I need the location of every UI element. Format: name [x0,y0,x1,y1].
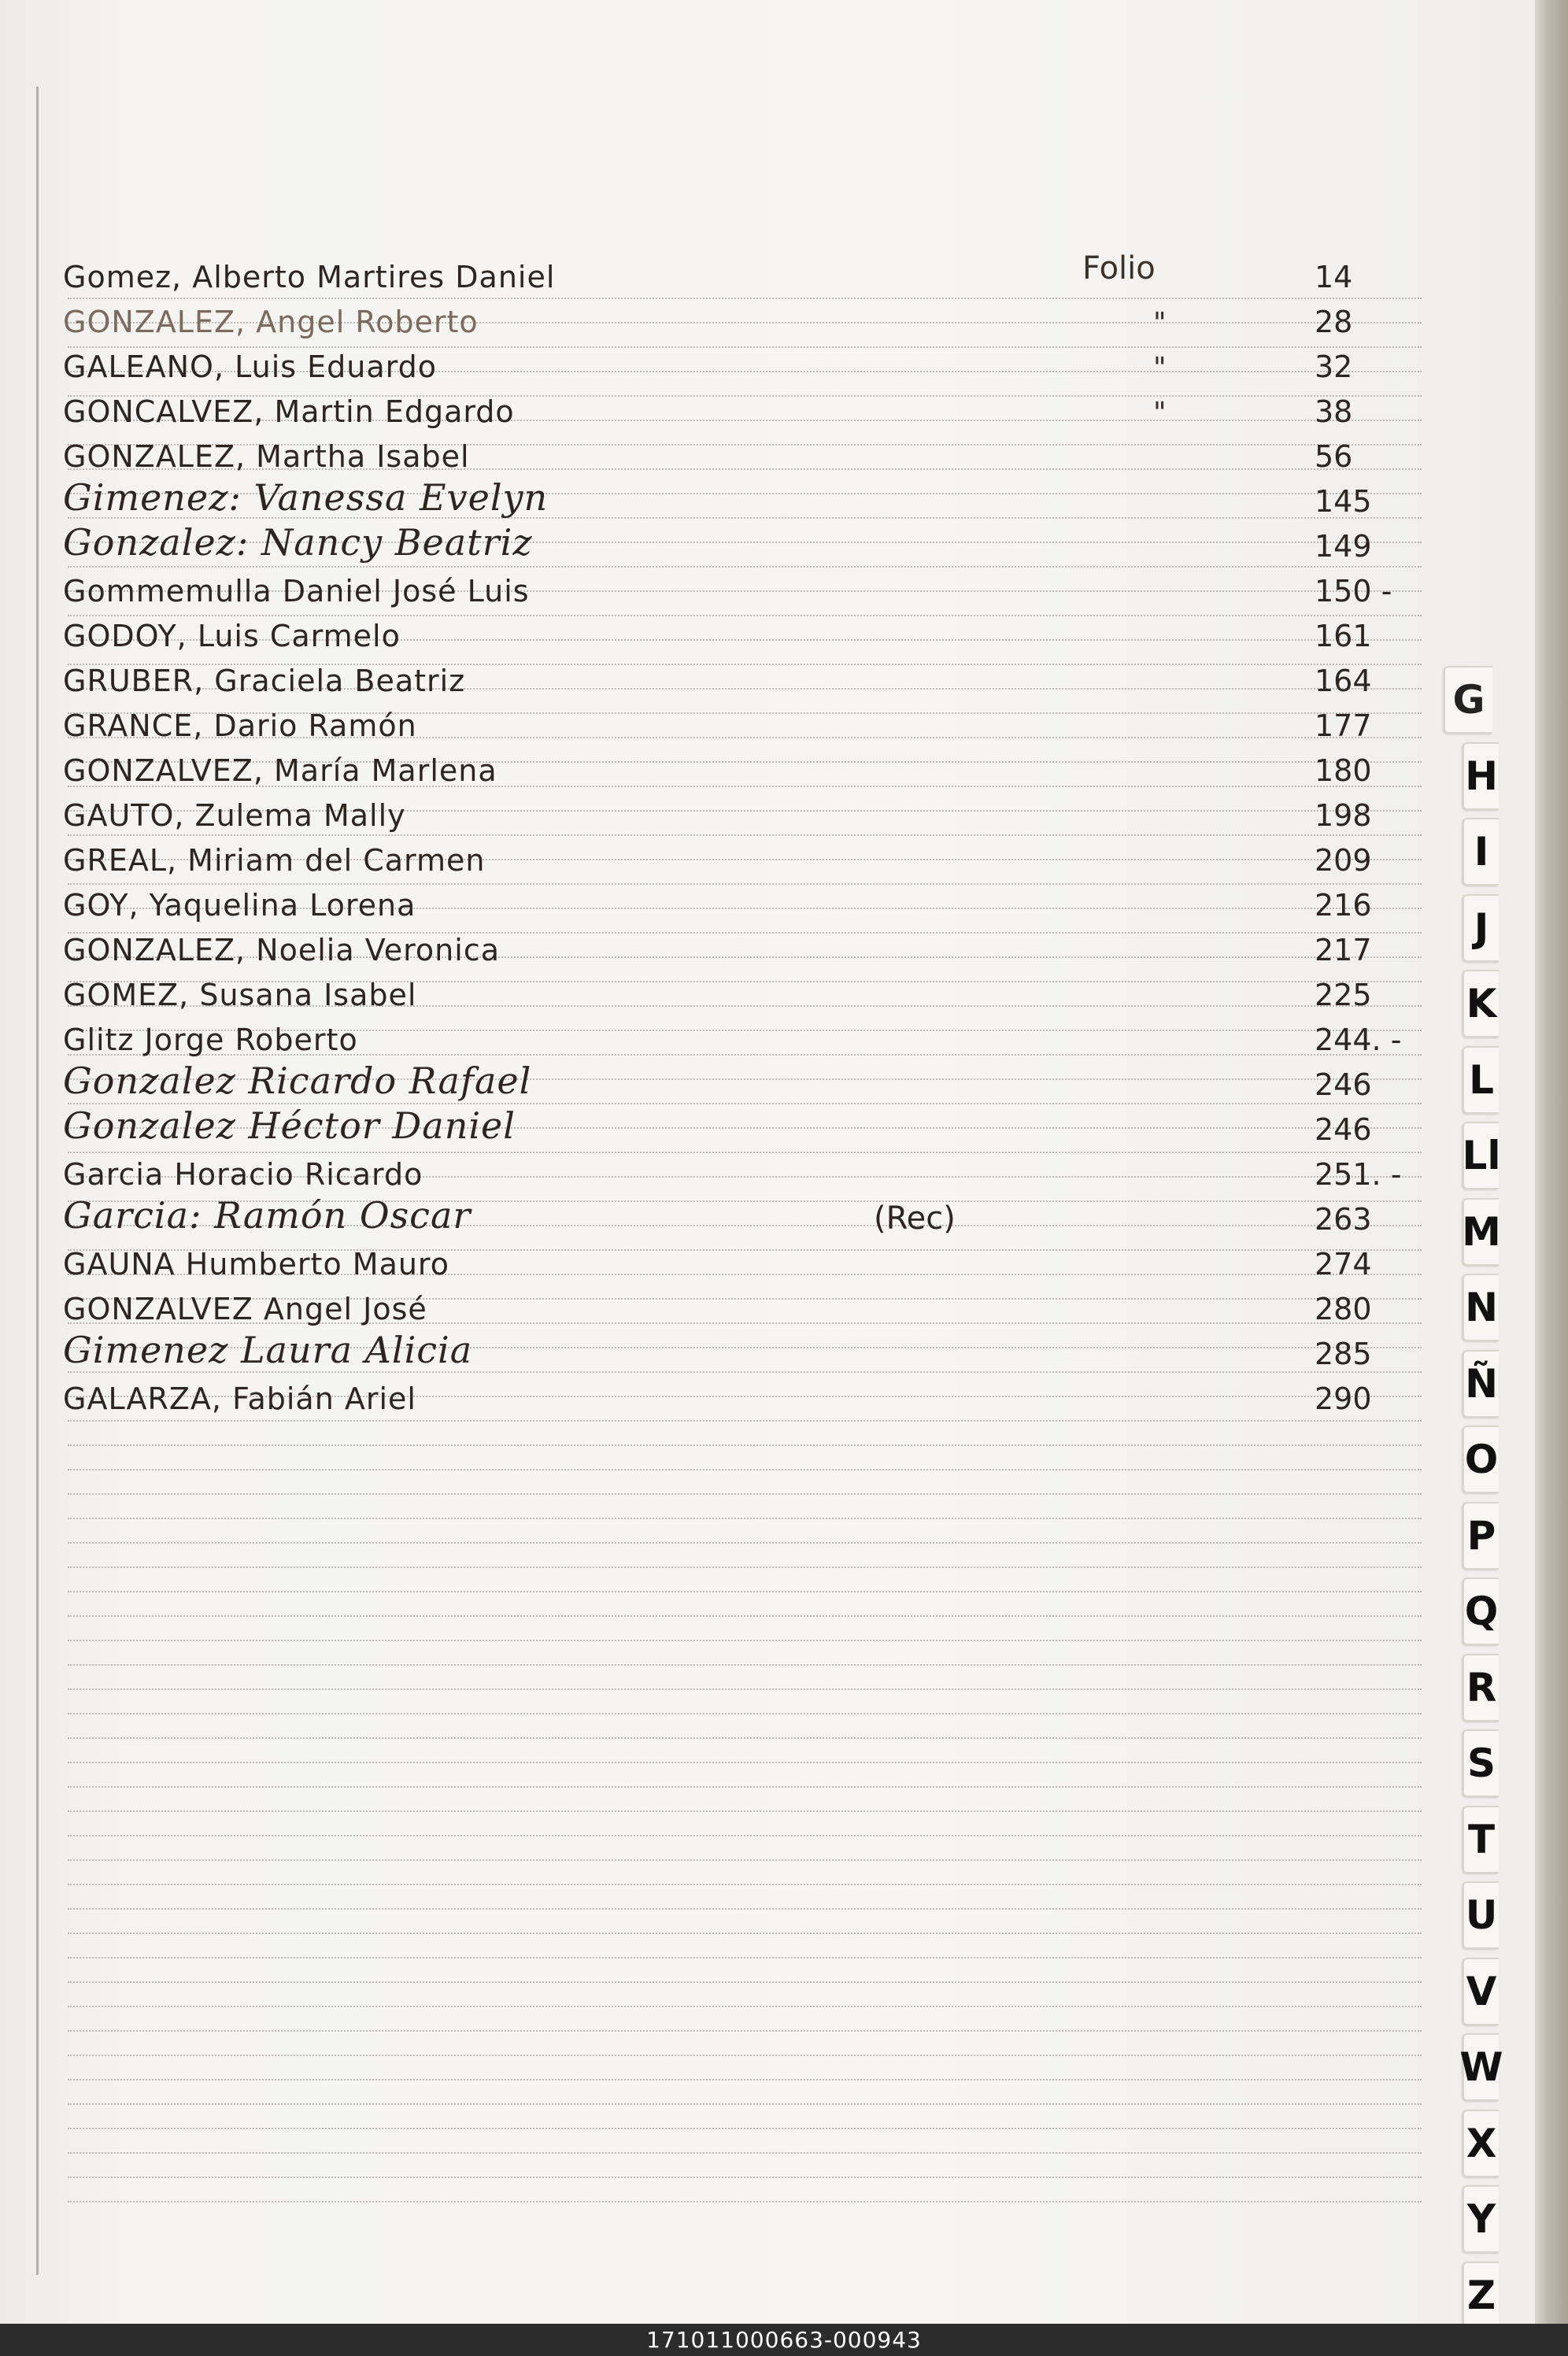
entry-name: Garcia: Ramón Oscar [63,1194,472,1237]
index-tab-letter: X [1466,2120,1497,2166]
entry-note: (Rec) [874,1200,956,1237]
entry-row [63,1104,1448,1150]
ruled-line [68,1493,1422,1495]
entry-row [63,257,1448,298]
folio-number: 280 [1315,1292,1372,1326]
folio-number: 145 [1315,484,1372,519]
entry-name: GREAL, Miriam del Carmen [63,843,486,878]
folio-number: 177 [1315,708,1372,743]
ruled-line [68,1859,1422,1861]
entry-row [63,1154,1448,1195]
ruled-line [68,298,1422,299]
ruled-line [68,2079,1422,2080]
index-tab[interactable] [1463,894,1499,962]
index-tab-letter: H [1465,753,1498,799]
entry-row [63,1060,1448,1105]
index-tab[interactable] [1463,1350,1499,1418]
ruled-line [68,1737,1422,1739]
entry-name: GALARZA, Fabián Ariel [63,1381,416,1416]
index-tab[interactable] [1463,742,1499,810]
entry-row [63,705,1448,746]
index-tab[interactable] [1463,1806,1499,1873]
folio-number: 244. - [1315,1023,1402,1057]
ruled-line [68,2006,1422,2007]
index-tab-letter: I [1474,829,1489,875]
folio-number: 263 [1315,1202,1372,1237]
index-tab[interactable] [1463,2185,1499,2253]
entry-row [63,1289,1448,1330]
folio-number: 198 [1315,798,1372,833]
entry-name: GAUTO, Zulema Mally [63,798,406,833]
index-tab-letter: P [1466,1512,1496,1559]
index-tab[interactable] [1463,1729,1499,1797]
ruled-line [68,1615,1422,1617]
page-edge [1535,0,1568,2324]
index-tab-letter: T [1467,1816,1496,1862]
folio-number: 32 [1315,350,1353,384]
index-tab-letter: Z [1466,2272,1496,2318]
ditto-mark: " [1153,352,1167,384]
entry-row [63,521,1448,567]
entry-row [63,1019,1448,1060]
index-tab[interactable] [1444,666,1492,734]
folio-number: 225 [1315,978,1372,1012]
entry-name: GAUNA Humberto Mauro [63,1247,449,1282]
ruled-line [68,1908,1422,1910]
ruled-line [68,1591,1422,1592]
entry-name: GONZALVEZ, María Marlena [63,753,497,788]
entry-name: GALEANO, Luis Eduardo [63,350,437,384]
entry-name: Gonzalez: Nancy Beatriz [63,521,533,564]
folio-number: 274 [1315,1247,1372,1282]
index-tab-letter: N [1465,1285,1498,1330]
ruled-line [68,1762,1422,1763]
left-margin-line [36,87,39,2275]
ruled-line [68,2055,1422,2056]
ruled-line [68,1664,1422,1666]
index-tab[interactable] [1463,1274,1499,1341]
entry-row [63,1244,1448,1285]
entry-row [63,885,1448,926]
ruled-line [68,1566,1422,1568]
entry-row [63,1329,1448,1374]
index-tab-letter: V [1466,1968,1497,2014]
index-tab[interactable] [1459,2033,1503,2101]
index-tab[interactable] [1463,1046,1499,1114]
index-tab-letter: G [1452,677,1485,723]
entry-name: Gimenez: Vanessa Evelyn [63,476,549,519]
ruled-line [68,1981,1422,1983]
entry-row [63,391,1448,432]
entry-name: Gomez, Alberto Martires Daniel [63,260,556,294]
ruled-line [68,2030,1422,2032]
folio-number: 290 [1315,1381,1372,1416]
ruled-line [68,1933,1422,1934]
folio-number: 180 [1315,753,1372,788]
entry-row [63,346,1448,387]
entry-name: GOMEZ, Susana Isabel [63,978,417,1012]
index-tab-letter: Ñ [1465,1360,1498,1407]
ruled-line [68,1640,1422,1641]
entry-row [63,301,1448,342]
entry-name: Gonzalez Héctor Daniel [63,1104,516,1147]
folio-number: 28 [1315,305,1353,339]
folio-column-header: Folio [1082,250,1156,287]
entry-name: GRUBER, Graciela Beatriz [63,664,466,698]
index-tab[interactable] [1463,1577,1499,1645]
index-tab-letter: L [1469,1056,1494,1103]
folio-number: 246 [1315,1067,1372,1102]
ruled-line [68,1786,1422,1788]
ruled-line [68,2201,1422,2203]
ruled-line [68,1469,1422,1470]
index-tab[interactable] [1463,2262,1499,2329]
index-tab-letter: Y [1466,2196,1496,2242]
index-tab[interactable] [1463,1122,1499,1189]
index-tab-letter: J [1474,904,1489,951]
folio-number: 164 [1315,664,1372,698]
index-tab[interactable] [1463,1502,1499,1570]
index-tab[interactable] [1463,970,1499,1037]
entry-name: Gommemulla Daniel José Luis [63,574,530,608]
ruled-line [68,1688,1422,1690]
index-tab[interactable] [1463,1958,1499,2025]
ruled-line [68,1444,1422,1446]
entry-name: GONCALVEZ, Martin Edgardo [63,394,515,429]
index-tab[interactable] [1463,2110,1499,2177]
folio-number: 56 [1315,439,1353,474]
ruled-line [68,1713,1422,1714]
index-tab-letter: Q [1464,1589,1499,1634]
ruled-line [68,1835,1422,1836]
entry-name: Gimenez Laura Alicia [63,1329,473,1371]
ruled-line [68,2177,1422,2178]
ruled-line [68,1420,1422,1422]
entry-name: GONZALEZ, Martha Isabel [63,439,470,474]
entry-row [63,1378,1448,1419]
index-tab-letter: O [1464,1437,1499,1482]
entry-row [63,476,1448,522]
ruled-line [68,1518,1422,1519]
entry-name: Glitz Jorge Roberto [63,1023,358,1057]
folio-number: 285 [1315,1337,1372,1371]
index-tab-letter: R [1466,1664,1497,1711]
index-tab-letter: W [1459,2044,1503,2090]
ruled-line [68,2128,1422,2129]
entry-row [63,616,1448,656]
entry-name: GONZALVEZ Angel José [63,1292,427,1326]
entry-row [63,750,1448,791]
index-tab-letter: S [1466,1740,1496,1786]
entry-row [63,975,1448,1015]
index-tab[interactable] [1463,818,1499,886]
entry-row [63,571,1448,612]
entry-row [63,840,1448,881]
ruled-line [68,1884,1422,1885]
ruled-line [68,1152,1422,1153]
entry-name: GONZALEZ, Noelia Veronica [63,933,500,967]
ruled-line [68,1542,1422,1544]
footer-bar [0,2324,1568,2356]
entry-row [63,660,1448,701]
index-tab[interactable] [1463,1198,1499,1266]
ruled-line [68,2152,1422,2154]
entry-name: GODOY, Luis Carmelo [63,619,401,653]
folio-number: 161 [1315,619,1372,653]
index-tab[interactable] [1463,1881,1499,1949]
folio-number: 14 [1315,260,1353,294]
entry-name: GONZALEZ, Angel Roberto [63,305,479,339]
folio-number: 217 [1315,933,1372,967]
entry-row [63,930,1448,971]
entry-name: GRANCE, Dario Ramón [63,708,417,743]
entry-row [63,795,1448,836]
index-tab[interactable] [1463,1426,1499,1493]
entry-name: Gonzalez Ricardo Rafael [63,1060,532,1102]
ruled-line [68,1810,1422,1812]
ditto-mark: " [1153,397,1167,429]
document-code: 171011000663-000943 [646,2327,922,2353]
index-tab-letter: Ll [1462,1133,1501,1178]
ruled-line [68,2103,1422,2105]
entry-name: Garcia Horacio Ricardo [63,1157,423,1192]
ditto-mark: " [1153,307,1167,339]
index-tab-letter: K [1466,981,1497,1026]
entry-row [63,436,1448,477]
folio-number: 251. - [1315,1157,1402,1192]
ruled-line [68,1957,1422,1958]
entry-name: GOY, Yaquelina Lorena [63,888,416,923]
folio-number: 209 [1315,843,1372,878]
folio-number: 216 [1315,888,1372,923]
index-tab[interactable] [1463,1654,1499,1722]
index-tab-letter: U [1465,1892,1498,1938]
folio-number: 150 - [1315,574,1392,608]
folio-number: 149 [1315,529,1372,564]
folio-number: 246 [1315,1112,1372,1147]
folio-number: 38 [1315,394,1353,429]
index-tab-letter: M [1462,1208,1501,1255]
entry-row [63,1194,1448,1240]
